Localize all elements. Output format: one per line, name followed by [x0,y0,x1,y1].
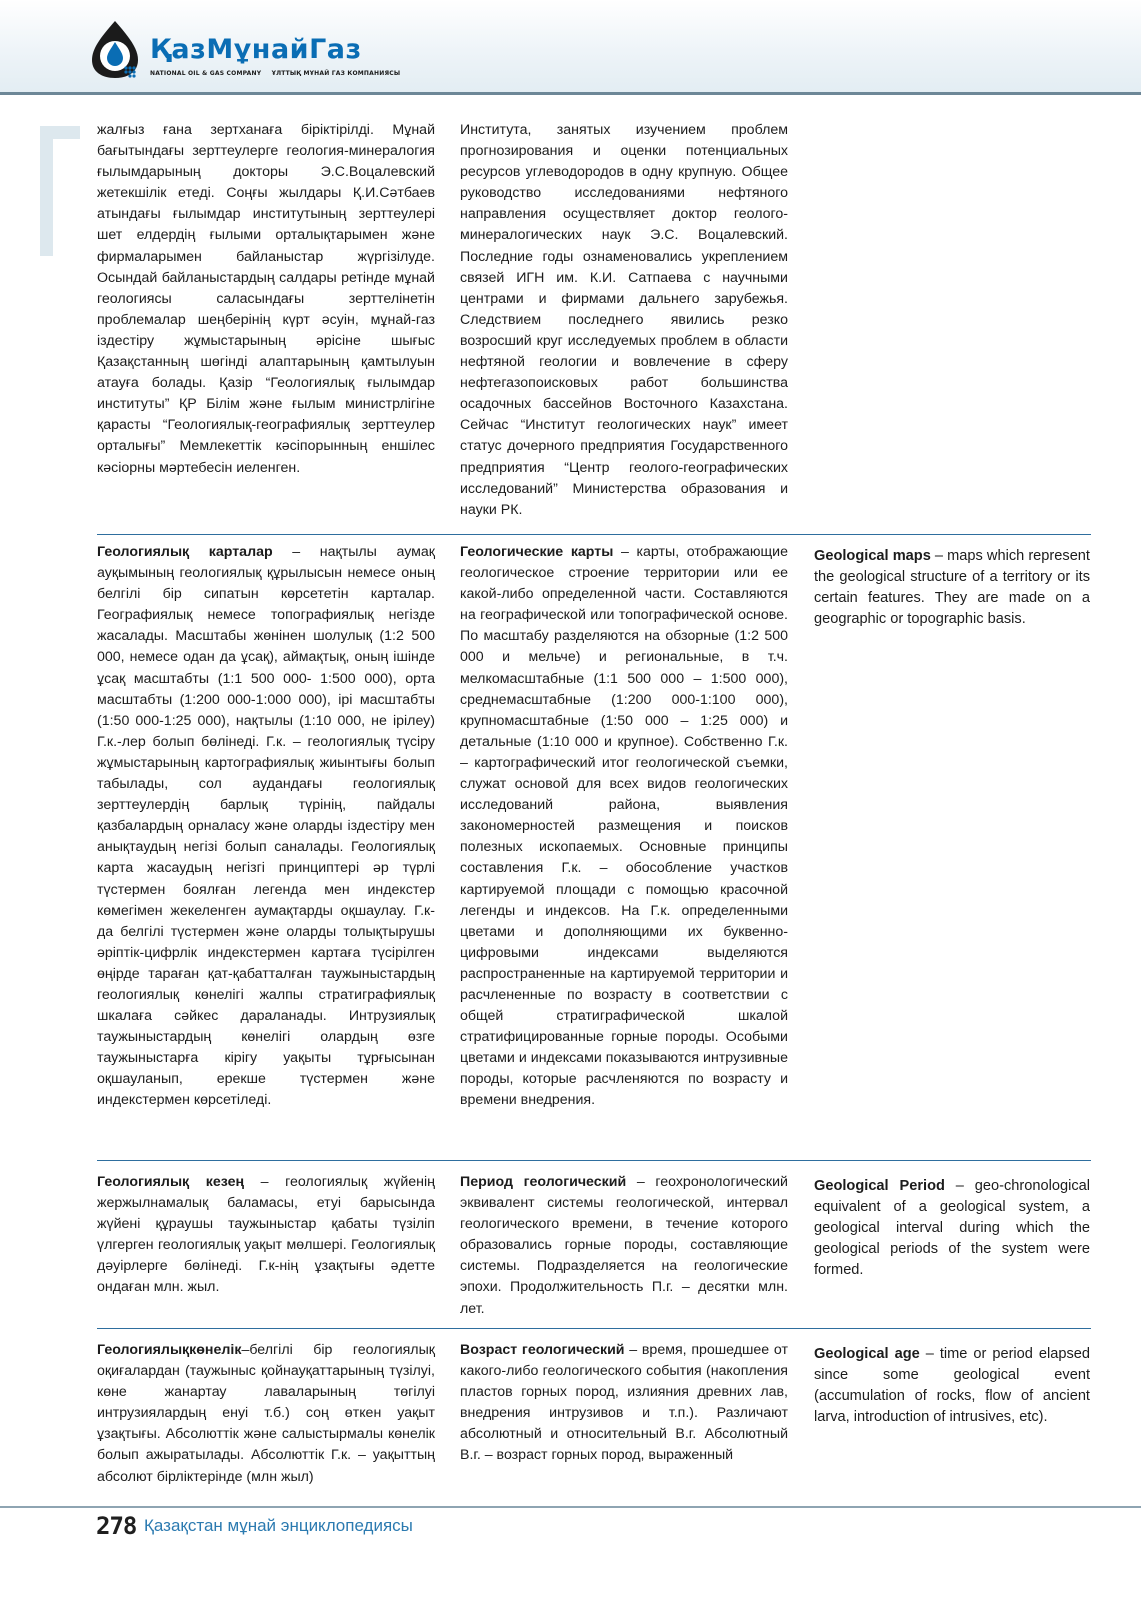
entry-geological-maps-ru [460,542,788,1112]
entry-body: – time or period elapsed since some geological event (accumulation of rocks, flow of ancient larva, introduction of intrusives, etc). [814,1346,1091,1426]
intro-kz-text: жалғыз ғана зертханаға біріктірілді. Мұнай бағытындағы зерттеулерге геология-минералогия ғылымдарының докторы Э.С.Воцалевский жетекшілік етеді. Соңғы жылдары Қ.И.Сәтбаев атындағы ғылымдар институтының зерттеулері шет елдердің ғылыми орталықтарымен және фирмаларымен байланыстар жүргізілуде. Осындай байланыстардың салдары ретінде мұнай геологиясы саласындағы зерттелінетін проблемалар шеңберінің күрт әсуін, мұнай-газ іздестіру жұмыстарының әрісіне шығыс Қазақстанның шөгінді алаптарының қамтылуын атауға болады. Қазір “Геологиялық ғылымдар институты” ҚР Білім және ғылым министрлігіне қарасты “Геологиялық-географиялық зерттеулер орталығы” Мемлекеттік кәсіпорынның еншілес кәсіорны мәртебесін иеленген. [97,122,435,476]
entry-body: – maps which represent the geological structure of a territory or its certain features. They are made on a geographic or topographic basis. [814,548,1090,628]
entry-geological-period-kz [97,1172,435,1299]
entry-geological-period-ru [460,1172,788,1320]
section-divider [97,1328,1091,1329]
entry-geological-maps-kz [97,542,435,1112]
entry-body: – геологиялық жүйенің жержылнамалық баламасы, етуі барысында жүйені құраушы таужыныстар қабаты түзіліп үлгерген геологиялық уақыт мөлшері. Геологиялық дәуірлерге бөлінеді. Г.к-нің ұзақтығы әдетте ондаған млн. жыл. [97,1174,435,1296]
section-divider [97,1160,1091,1161]
drop-emblem-icon [86,18,144,80]
page-number: 278 [96,1512,137,1540]
entry-term: Geological age [814,1346,920,1362]
brand-subtitle-en: NATIONAL OIL & GAS COMPANY [150,70,262,77]
entry-term: Геологиялық кезең [97,1174,245,1190]
footer-divider [0,1506,1141,1508]
entry-term: Возраст геологический [460,1342,625,1358]
entry-body: – geo-chronological equivalent of a geological system, a geological interval during which the geological periods of the system were formed. [814,1178,1090,1279]
entry-geological-maps-en [814,546,1090,630]
entry-term: Geological Period [814,1178,945,1194]
company-logo [86,18,401,82]
entry-body: – время, прошедшее от какого-либо геологического события (накопления пластов горных пород, излияния древних лав, внедрения интрузивов и т.п.). Различают абсолютный и относительный В.г. Абсолютный В.г. – возраст горных пород, выраженный [460,1342,789,1464]
brand-name: ҚазМұнайГаз [150,34,362,65]
entry-body: – нақтылы аумақ ауқымының геологиялық құрылысын немесе оның белгілі бір сипатын көрсететін карталар. Географиялық немесе топографиялық негізде жасалады. Масштабы жөнінен шолулық (1:2 500 000, немесе одан да ұсақ), аймақтық, оның ішінде ұсақ масштабты (1:1 500 000- 1:500 000), орта масштабты (1:200 000-1:000 000), ірі масштабты (1:50 000-1:25 000), нақтылы (1:10 000, не ірілеу) Г.к.-лер болып бөлінеді. Г.к. – геологиялық түсіру жұмыстарының картографиялық жиынтығы болып табылады, сол аудандағы геологиялық зерттеулердің барлық түрінің, пайдалы қазбалардың орналасу және оларды іздестіру мен анықтаудың негізі болып саналады. Геологиялық карта жасаудың негізгі принциптері әр түрлі түстермен боялған легенда мен индекстер көмегімен жекеленген аумақтарды оқшаулау. Г.к-да белгілі түстермен және оларды толықтырушы әріптік-цифрлік индекстермен картаға түсірілген өңірде тараған қат-қабатталған таужыныстардың геологиялық көнелігі жалпы стратиграфиялық шкалаға сәйкес дараланады. Интрузиялық таужыныстардың көнелігі олардың өзге таужыныстарға кірігу уақыты тұрғысынан оқшауланып, ерекше түстермен және индекстермен көрсетіледі. [97,544,435,1109]
entry-term: Geological maps [814,548,931,564]
entry-body: – карты, отображающие геологическое строение территории или ее какой-либо определенной части. Составляются на географической или топографической основе. По масштабу разделяются на обзорные (1:2 500 000 и мельче) и региональные, в т.ч. мелкомасштабные (1:1 500 000 – 1:500 000), среднемасштабные (1:200 000-1:100 000), крупномасштабные (1:50 000 – 1:25 000) и детальные (1:10 000 и крупное). Собственно Г.к. – картографический итог геологической съемки, служат основой для всех видов геологических исследований района, выявления закономерностей размещения и поисков полезных ископаемых. Основные принципы составления Г.к. – обособление участков картируемой площади с помощью красочной легенды и индексов. На Г.к. определенными цветами и дополняющими их буквенно-цифровыми индексами выделяются распространенные на картируемой территории и расчлененные по возрасту в соответствии с общей стратиграфической шкалой стратифицированные горные породы. Особыми цветами и индексами показываются интрузивные породы, которые расчленяются по возрасту и времени внедрения. [460,544,788,1109]
decorative-bracket [40,126,80,256]
intro-ru [460,120,788,521]
entry-term: Геологиялық карталар [97,544,273,560]
entry-geological-age-kz [97,1340,435,1488]
brand-subtitle [150,70,408,77]
intro-kz [97,120,435,479]
entry-geological-age-en [814,1344,1090,1428]
entry-body: – геохронологический эквивалент системы геологической, интервал геологического времени, в течение которого образовались горные породы, составляющие системы. Подразделяется на геологические эпохи. Продолжительность П.г. – десятки млн. лет. [460,1174,788,1317]
entry-term: Геологиялықкөнелік [97,1342,242,1358]
entry-term: Период геологический [460,1174,627,1190]
book-title: Қазақстан мұнай энциклопедиясы [144,1516,413,1535]
intro-ru-text: Института, занятых изучением проблем прогнозирования и оценки потенциальных ресурсов углеводородов в одну крупную. Общее руководство исследованиями нефтяного направления осуществляет доктор геолого-минералогических наук Э.С. Воцалевский. Последние годы ознаменовались укреплением связей ИГН им. К.И. Сатпаева с научными центрами и фирмами дальнего зарубежья. Следствием последнего явились резко возросший круг исследуемых проблем в области нефтяной геологии и вовлечение в сферу нефтегазопоисковых работ большинства осадочных бассейнов Восточного Казахстана. Сейчас “Институт геологических наук” имеет статус дочерного предприятия Государственного предприятия “Центр геолого-географических исследований” Министерства образования и науки РК. [460,122,788,518]
header-divider [0,92,1141,95]
entry-term: Геологические карты [460,544,614,560]
entry-body: –белгілі бір геологиялық оқиғалардан (таужыныс қойнауқаттарының түзілуі, көне жанартау лаваларының төгілуі интрузиялардың енуі т.б.) соң өткен уақыт ұзақтығы. Абсолюттік және салыстырмалы көнелік болып ажыратылады. Абсолюттік Г.к. – уақыттың абсолют бірліктерінде (млн жыл) [97,1342,435,1485]
entry-geological-age-ru [460,1340,788,1467]
section-divider [97,534,1091,535]
brand-subtitle-kz: ҰЛТТЫҚ МҰНАЙ ГАЗ КОМПАНИЯСЫ [271,70,401,77]
entry-geological-period-en [814,1176,1090,1281]
